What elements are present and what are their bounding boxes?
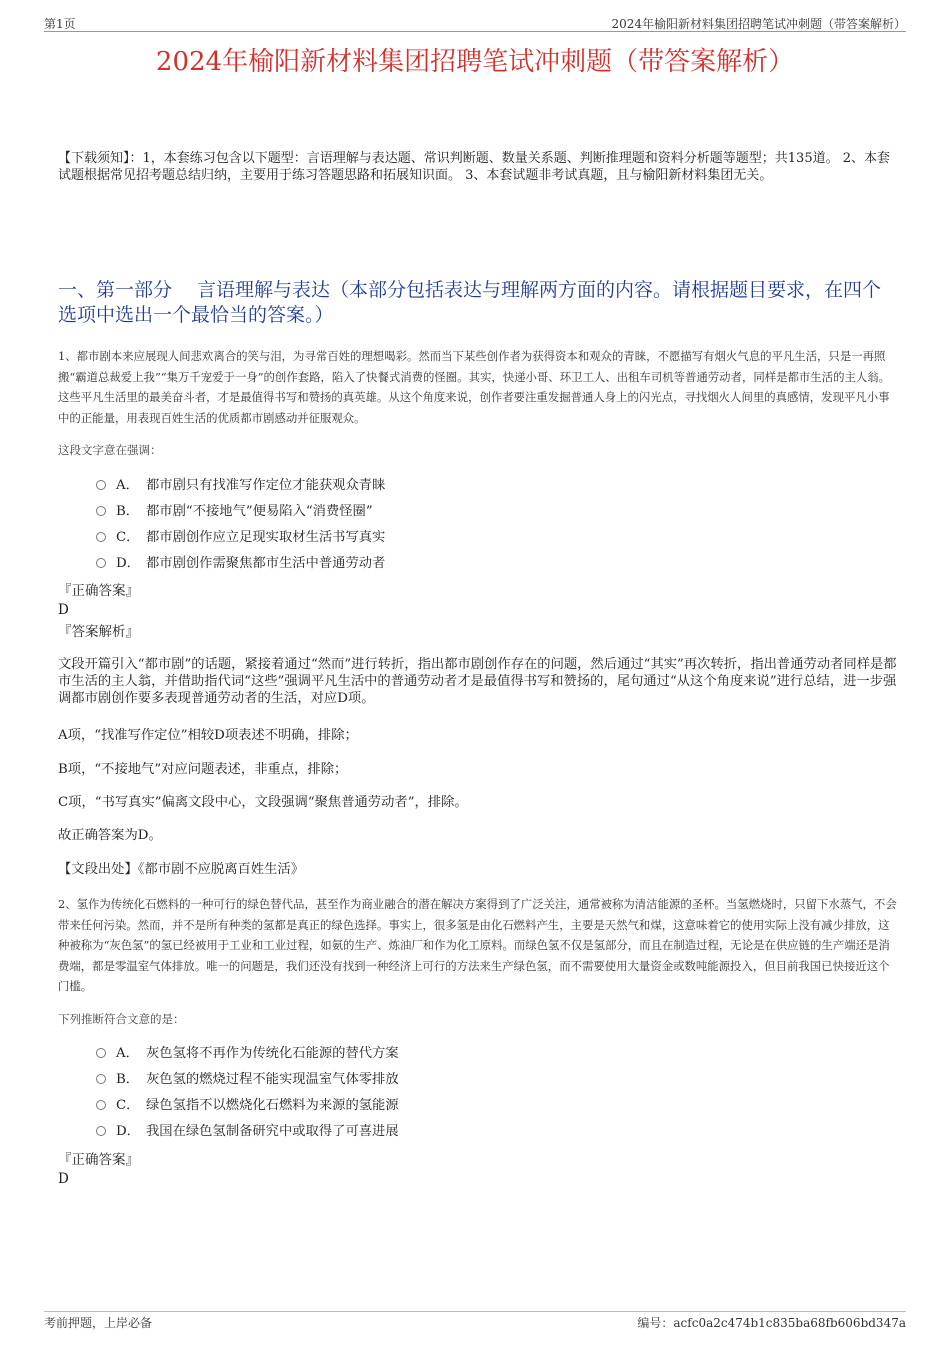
header-doc-title: 2024年榆阳新材料集团招聘笔试冲刺题（带答案解析） bbox=[611, 17, 906, 31]
page-number: 第1页 bbox=[44, 17, 76, 31]
radio-icon[interactable] bbox=[96, 1048, 106, 1058]
question-1-text: 1、都市剧本来应展现人间悲欢离合的笑与泪，为寻常百姓的理想喝彩。然而当下某些创作者为获得资本和观众的青睐，不愿描写有烟火气息的平凡生活，只是一再照搬“霸道总裁爱上我”“集万千宠爱于一身”的创作套路，陷入了快餐式消费的怪圈。其实，快递小哥、环卫工人、出租车司机等普通劳动者，同样是都市生活的主人翁。这些平凡生活里的最美奋斗者，才是最值得书写和赞扬的真英雄。从这个角度来说，创作者要注重发掘普通人身上的闪光点，寻找烟火人间里的真感情，发现平凡小事中的正能量，用表现百姓生活的优质都市剧感动并征服观众。 bbox=[58, 349, 891, 425]
question-1-analysis-b: B项，“不接地气”对应问题表述，非重点，排除； bbox=[58, 762, 348, 777]
question-1-option-b[interactable]: B． 都市剧“不接地气”便易陷入“消费怪圈” bbox=[96, 502, 373, 522]
question-1-prompt: 这段文字意在强调： bbox=[58, 443, 162, 457]
download-notice: 【下载须知】：1，本套练习包含以下题型：言语理解与表达题、常识判断题、数量关系题、判断推理题和资料分析题等题型；共135道。 2、本套试题根据常见招考题总结归纳，主要用于练习答题思路和拓展知识面。 3、本套试题非考试真题，且与榆阳新材料集团无关。 bbox=[58, 151, 890, 183]
section-heading: 一、第一部分 言语理解与表达（本部分包括表达与理解两方面的内容。请根据题目要求，在四个选项中选出一个最恰当的答案。） bbox=[58, 279, 882, 326]
question-2-text: 2、氢作为传统化石燃料的一种可行的绿色替代品，甚至作为商业融合的潜在解决方案得到了广泛关注，通常被称为清洁能源的圣杯。当氢燃烧时，只留下水蒸气，不会带来任何污染。然而，并不是所有种类的氢都是真正的绿色选择。事实上，很多氢是由化石燃料产生，主要是天然气和煤，这意味着它的使用实际上没有减少排放，这种被称为“灰色氢”的氢已经被用于工业和工业过程，如氨的生产、炼油厂和作为化工原料。而绿色氢不仅是氢部分，而且在制造过程，无论是在供应链的生产端还是消费端，都是零温室气体排放。唯一的问题是，我们还没有找到一种经济上可行的方法来生产绿色氢，而不需要使用大量资金或数吨能源投入，但目前我国已快接近这个门槛。 bbox=[58, 897, 897, 993]
header-divider bbox=[44, 31, 906, 32]
question-1-analysis-conclusion: 故正确答案为D。 bbox=[58, 828, 162, 843]
question-1-option-a[interactable]: A． 都市剧只有找准写作定位才能获观众青睐 bbox=[96, 476, 385, 496]
footer-document-id: 编号：acfc0a2c474b1c835ba68fb606bd347a bbox=[637, 1316, 906, 1330]
page-title: 2024年榆阳新材料集团招聘笔试冲刺题（带答案解析） bbox=[155, 47, 795, 77]
radio-icon[interactable] bbox=[96, 532, 106, 542]
question-1-analysis-c: C项，“书写真实”偏离文段中心，文段强调“聚焦普通劳动者”，排除。 bbox=[58, 795, 468, 810]
question-1-option-d[interactable]: D． 都市剧创作需聚焦都市生活中普通劳动者 bbox=[96, 554, 385, 574]
question-2-option-b[interactable]: B． 灰色氢的燃烧过程不能实现温室气体零排放 bbox=[96, 1070, 399, 1090]
radio-icon[interactable] bbox=[96, 506, 106, 516]
question-2-option-d[interactable]: D． 我国在绿色氢制备研究中或取得了可喜进展 bbox=[96, 1122, 399, 1142]
question-1-analysis-paragraph: 文段开篇引入“都市剧”的话题，紧接着通过“然而”进行转折，指出都市剧创作存在的问题，然后通过“其实”再次转折，指出普通劳动者同样是都市生活的主人翁，并借助指代词“这些”强调平凡生活中的普通劳动者才是最值得书写和赞扬的，尾句通过“从这个角度来说”进行总结，进一步强调都市剧创作要多表现普通劳动者的生活，对应D项。 bbox=[58, 657, 897, 706]
question-1-source: 【文段出处】《都市剧不应脱离百姓生活》 bbox=[58, 862, 304, 877]
question-1-analysis-label: 『答案解析』 bbox=[58, 624, 139, 640]
question-2-prompt: 下列推断符合文意的是： bbox=[58, 1012, 185, 1026]
footer-slogan: 考前押题，上岸必备 bbox=[44, 1316, 153, 1330]
question-2-answer: D bbox=[58, 1171, 69, 1187]
radio-icon[interactable] bbox=[96, 558, 106, 568]
footer-divider bbox=[44, 1311, 906, 1312]
question-2-option-a[interactable]: A． 灰色氢将不再作为传统化石能源的替代方案 bbox=[96, 1044, 399, 1064]
radio-icon[interactable] bbox=[96, 1100, 106, 1110]
question-1-option-c[interactable]: C． 都市剧创作应立足现实取材生活书写真实 bbox=[96, 528, 385, 548]
question-1-analysis-a: A项，“找准写作定位”相较D项表述不明确，排除； bbox=[58, 728, 358, 743]
question-2-answer-label: 『正确答案』 bbox=[58, 1152, 139, 1168]
question-1-answer-label: 『正确答案』 bbox=[58, 583, 139, 599]
question-2-option-c[interactable]: C． 绿色氢指不以燃烧化石燃料为来源的氢能源 bbox=[96, 1096, 399, 1116]
radio-icon[interactable] bbox=[96, 1126, 106, 1136]
radio-icon[interactable] bbox=[96, 1074, 106, 1084]
question-1-answer: D bbox=[58, 602, 69, 618]
radio-icon[interactable] bbox=[96, 480, 106, 490]
